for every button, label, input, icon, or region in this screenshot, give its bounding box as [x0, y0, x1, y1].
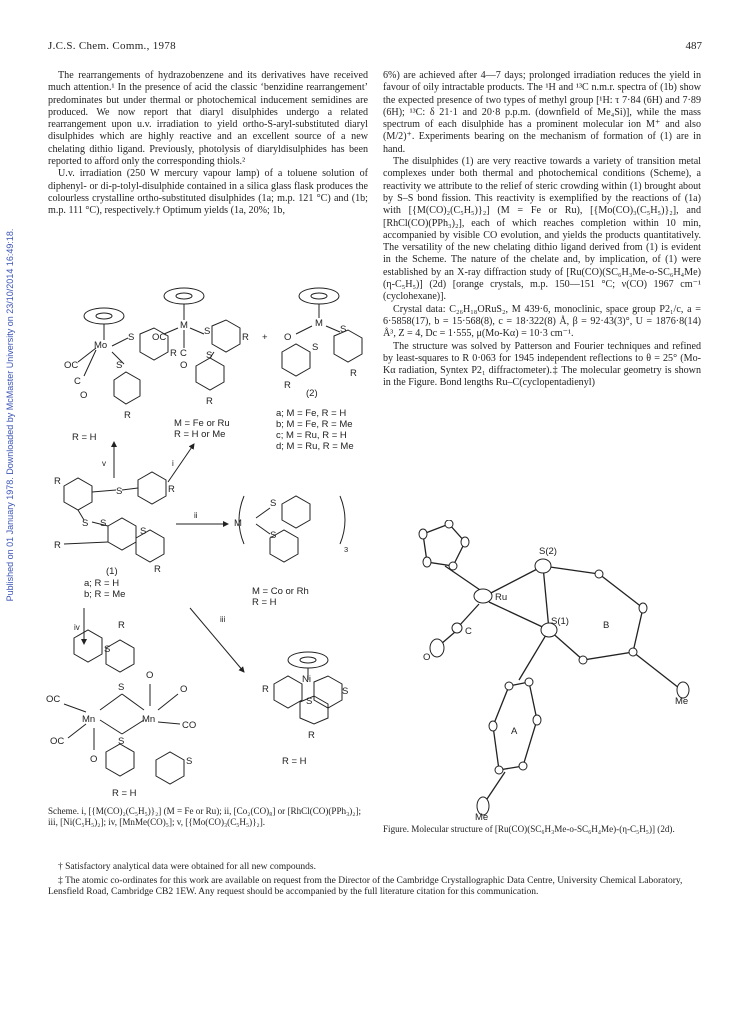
s-label: S — [342, 686, 349, 697]
download-watermark — [4, 210, 16, 620]
r-label: R — [350, 368, 357, 379]
arrow-v-label: v — [102, 459, 106, 468]
footnote: ‡ The atomic co-ordinates for this work are available on request from the Director of the Cambridge Crystallographic Data Centre, University Chemical Laboratory, Lensfield Road, Cambridge CB2 1EW. Any request should be accompanied by the full literature citation for this communication. — [48, 875, 683, 898]
compound-1-label: (1) — [106, 566, 118, 577]
r-label: R — [118, 620, 125, 631]
page-number: 487 — [685, 40, 702, 52]
text-column-right — [383, 70, 701, 390]
oc-label: OC — [152, 332, 167, 343]
r-label: R — [284, 380, 291, 391]
compound-1b: b; R = Me — [84, 589, 126, 600]
r-label: R — [124, 410, 131, 421]
s-label: S — [270, 498, 277, 509]
r-label: R — [168, 484, 175, 495]
o-label: O — [90, 754, 98, 765]
s-label: S — [340, 324, 347, 335]
paragraph: The disulphides (1) are very reactive towards a variety of transition metal complexes under both thermal and photochemical conditions (Scheme), a reactivity we attribute to the relief of steric crowding within (1) brought about by S–S bond fission. This reactivity is exemplified by the reactions of (1a) with [{M(CO)₂(C₅H₅)}₂] (M = Fe or Ru), [{Mo(CO)₃(C₅H₅)}₂], and [RhCl(CO)(PPh₃)₂], each of which reaches completion within 10 min, accompanied by visible CO evolution, and yields the products quantitatively. The versatility of the new chelating dithio ligand derived from (1) is evident in the Scheme. The nature of the chelate and, by implication, of (1) were established by an X-ray diffraction study of [Ru(CO)(SC₆H₃Me-o-SC₆H₄Me)(η-C₅H₅)] (2d) [orange crystals, m.p. 150—151 °C; ν(CO) 1967 cm⁻¹ (cyclohexane)]. — [383, 156, 701, 303]
s-label: S — [312, 342, 319, 353]
figure-caption: Figure. Molecular structure of [Ru(CO)(SC₆H₃Me-o-SC₆H₄Me)-(η-C₅H₅)] (2d). — [383, 824, 675, 834]
oc-label: OC — [64, 360, 79, 371]
methyl-label: Me — [475, 812, 489, 820]
s-label: S — [104, 644, 111, 655]
s-label: S — [204, 326, 211, 337]
s-label: S — [116, 486, 123, 497]
mo-condition: R = H — [72, 432, 97, 443]
m-label: M — [180, 320, 188, 331]
s-label: S — [140, 526, 147, 537]
s-label: S — [118, 736, 125, 747]
mn-label: Mn — [82, 714, 96, 725]
subscript-3: 3 — [344, 545, 349, 554]
paragraph: Crystal data: C₂₆H₁₈ORuS₂, M 439·6, monoclinic, space group P2₁/c, a = 6·5858(17), b = 15·568(8), c = 18·322(8) Å, β = 92·43(3)°, U = 1876·8(14) Å³, Z = 4, Dc = 1·555, μ(Mo-Kα) = 10·3 cm⁻¹. — [383, 303, 701, 340]
methyl-label: Me — [675, 696, 689, 707]
m-label: M — [315, 318, 323, 329]
s-label: S — [306, 696, 313, 707]
co-rh-condition: M = Co or Rh — [252, 586, 309, 597]
s-label: S — [206, 350, 213, 361]
co-label: CO — [182, 720, 197, 731]
s2-atom-label: S(2) — [539, 546, 557, 557]
r-label: R — [206, 396, 213, 407]
c-atom-label: C — [465, 626, 472, 637]
ni-condition: R = H — [282, 756, 307, 767]
ru-atom-label: Ru — [495, 592, 508, 603]
o-label: O — [80, 390, 88, 401]
arrow-ii-label: ii — [194, 511, 198, 520]
ring-a-label: A — [511, 726, 518, 737]
paragraph: The structure was solved by Patterson and Fourier techniques and refined by least-squares to R 0·063 for 1945 independent reflections to θ = 25° (Mo-Kα radiation, Syntex P2₁ diffractometer).‡ The molecular geometry is shown in the Figure. Bond lengths Ru–C(cyclopentadienyl) — [383, 340, 701, 389]
s-label: S — [118, 682, 125, 693]
mn-condition: R = H — [112, 788, 137, 799]
r-label: R — [262, 684, 269, 695]
compound-1a: a; R = H — [84, 578, 120, 589]
paragraph: The rearrangements of hydrazobenzene and its derivatives have received much attention.¹ In the presence of acid the classic ‘benzidine rearrangement’ predominates but under thermal or photochemical inducement semidines are produced. We now report that diaryl disulphides undergo a related rearrangement upon u.v. irradiation to yield ortho-S-aryl-substituted diaryl disulphides which are highly reactive and an excellent source of a new chelating dithio ligand. Previously, photolysis of diaryldisulphides has been reported to afford only the corresponding thiols.² — [48, 70, 368, 168]
reaction-scheme — [44, 272, 378, 802]
r-label: R — [154, 564, 161, 575]
mn-label: Mn — [142, 714, 156, 725]
c-label: C — [180, 348, 187, 359]
o-atom-label: O — [423, 652, 431, 663]
oc-label: OC — [50, 736, 65, 747]
o-label: O — [146, 670, 154, 681]
fe-ru-r-condition: R = H or Me — [174, 429, 226, 440]
s-label: S — [270, 530, 277, 541]
journal-title: J.C.S. Chem. Comm., 1978 — [48, 40, 176, 52]
r-label: R — [170, 348, 177, 359]
page-header — [48, 40, 702, 54]
arrow-i-label: i — [172, 459, 174, 468]
compound-2-label: (2) — [306, 388, 318, 399]
compound-2d: d; M = Ru, R = Me — [276, 441, 354, 452]
compound-2b: b; M = Fe, R = Me — [276, 419, 353, 430]
r-label: R — [242, 332, 249, 343]
s-label: S — [116, 360, 123, 371]
s-label: S — [100, 518, 107, 529]
m-label: M — [234, 518, 242, 529]
s1-atom-label: S(1) — [551, 616, 569, 627]
text-column-left — [48, 70, 368, 218]
co-rh-r-condition: R = H — [252, 597, 277, 608]
s-label: S — [128, 332, 135, 343]
r-label: R — [54, 476, 61, 487]
arrow-iv-label: iv — [74, 623, 80, 632]
ni-label: Ni — [302, 674, 311, 685]
scheme-caption: Scheme. i, [{M(CO)₂(C₅H₅)}₂] (M = Fe or Ru); ii, [Co₂(CO)₈] or [RhCl(CO)(PPh₃)₂]; iii, [Ni(C₅H₅)₂]; iv, [MnMe(CO)₅]; v, [{Mo(CO)₃(C₅H₅)}₂]. — [48, 806, 362, 828]
footnotes — [48, 862, 701, 901]
fe-ru-condition: M = Fe or Ru — [174, 418, 230, 429]
mo-label: Mo — [94, 340, 108, 351]
c-label: C — [74, 376, 81, 387]
o-label: O — [284, 332, 292, 343]
s-label: S — [82, 518, 89, 529]
oc-label: OC — [46, 694, 61, 705]
o-label: O — [180, 684, 188, 695]
arrow-iii-label: iii — [220, 615, 226, 624]
r-label: R — [54, 540, 61, 551]
paragraph: U.v. irradiation (250 W mercury vapour lamp) of a toluene solution of diphenyl- or di-p-tolyl-disulphide contained in a silica glass flask produces the colourless crystalline ortho-substituted disulphides (1a; m.p. 121 °C) and (1b; m.p. 111 °C), respectively.† Optimum yields (1a, 20%; 1b, — [48, 168, 368, 217]
paragraph: 6%) are achieved after 4—7 days; prolonged irradiation reduces the yield in favour of oily intractable products. The ¹H and ¹³C n.m.r. spectra of (1b) show the expected presence of two types of methyl group [¹H: τ 7·84 (6H) and 7·89 (6H); ¹³C: δ 21·1 and 20·8 p.p.m. (downfield of Me₄Si)], while the mass spectrum of each disulphide has a prominent molecular ion M⁺ and also (M/2)⁺. Experiments bearing on the mechanism of formation of (1) are in hand. — [383, 70, 701, 155]
download-note[interactable]: Published on 01 January 1978. Downloaded by McMaster University on 23/10/2014 16:49:18. — [5, 228, 15, 602]
plus-sign: + — [262, 332, 268, 343]
compound-2c: c; M = Ru, R = H — [276, 430, 347, 441]
ring-b-label: B — [603, 620, 610, 631]
molecular-structure-figure — [393, 520, 705, 820]
footnote: † Satisfactory analytical data were obtained for all new compounds. — [58, 862, 316, 872]
compound-2a: a; M = Fe, R = H — [276, 408, 347, 419]
o-label: O — [180, 360, 188, 371]
r-label: R — [308, 730, 315, 741]
s-label: S — [186, 756, 193, 767]
